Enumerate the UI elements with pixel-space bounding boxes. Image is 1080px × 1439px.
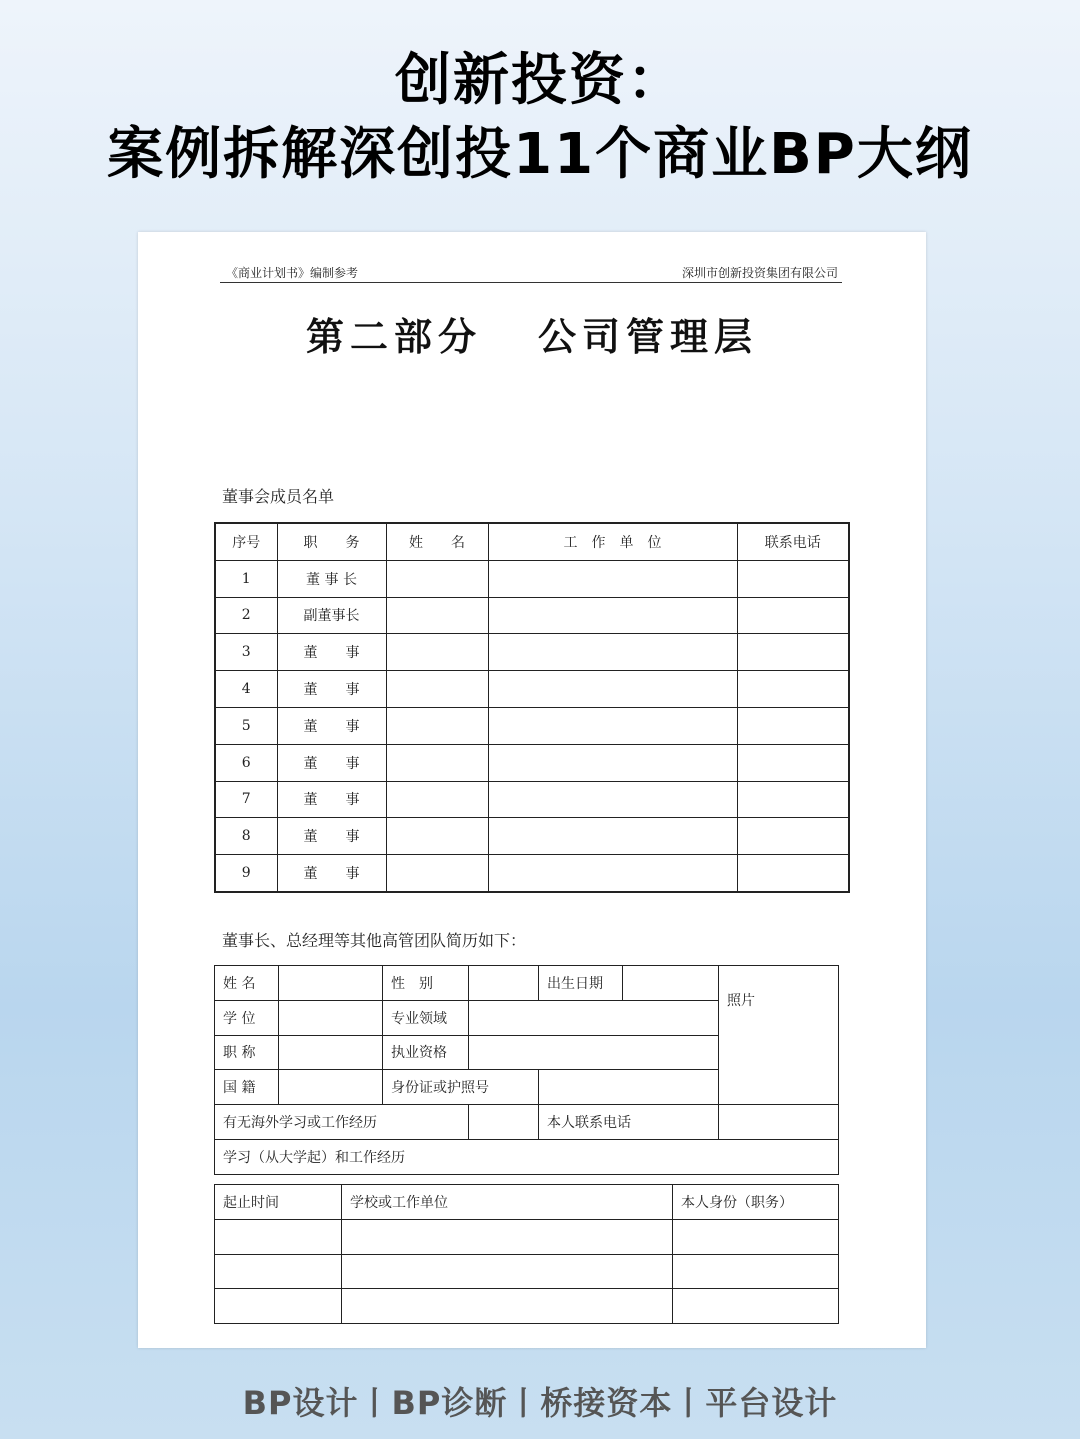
row-phone-cell xyxy=(737,560,849,597)
row-no: 6 xyxy=(215,744,277,781)
col-header-school: 学校或工作单位 xyxy=(342,1185,673,1220)
row-role: 董 事 xyxy=(277,707,386,744)
row-name-cell xyxy=(386,671,488,708)
page-title-line1: 创新投资： xyxy=(395,48,685,113)
label-degree: 学 位 xyxy=(215,1000,279,1035)
board-table xyxy=(214,522,850,893)
form-row-overseas xyxy=(215,1105,839,1140)
row-phone-cell xyxy=(737,744,849,781)
cell xyxy=(342,1219,673,1254)
label-history: 学习（从大学起）和工作经历 xyxy=(215,1139,839,1174)
label-phone: 本人联系电话 xyxy=(539,1105,719,1140)
col-header-position: 本人身份（职务） xyxy=(673,1185,839,1220)
row-role: 董 事 xyxy=(277,818,386,855)
form-row-history xyxy=(215,1139,839,1174)
label-qualification: 执业资格 xyxy=(383,1035,469,1070)
row-name-cell xyxy=(386,634,488,671)
table-row xyxy=(215,855,849,892)
table-row xyxy=(215,818,849,855)
row-employer-cell xyxy=(488,744,737,781)
col-header-period: 起止时间 xyxy=(215,1185,342,1220)
page-title-line2: 案例拆解深创投11个商业BP大纲 xyxy=(107,122,973,187)
label-nationality: 国 籍 xyxy=(215,1070,279,1105)
row-employer-cell xyxy=(488,671,737,708)
row-employer-cell xyxy=(488,855,737,892)
cell xyxy=(673,1219,839,1254)
label-name: 姓 名 xyxy=(215,966,279,1001)
row-role: 董 事 xyxy=(277,671,386,708)
field-gender xyxy=(469,966,539,1001)
header-divider xyxy=(220,282,842,283)
col-header-name: 姓 名 xyxy=(386,523,488,560)
row-name-cell xyxy=(386,855,488,892)
label-title: 职 称 xyxy=(215,1035,279,1070)
cell xyxy=(342,1254,673,1289)
footer-slogan: BP设计丨BP诊断丨桥接资本丨平台设计 xyxy=(242,1384,838,1422)
row-phone-cell xyxy=(737,597,849,634)
table-row xyxy=(215,560,849,597)
photo-box: 照片 xyxy=(719,966,839,1105)
board-table-header xyxy=(215,523,849,560)
table-row xyxy=(215,1254,839,1289)
table-row xyxy=(215,634,849,671)
history-table xyxy=(214,1184,839,1324)
field-nationality xyxy=(279,1070,383,1105)
cell xyxy=(215,1289,342,1324)
field-birth xyxy=(623,966,719,1001)
label-gender: 性 别 xyxy=(383,966,469,1001)
col-header-role: 职 务 xyxy=(277,523,386,560)
cell xyxy=(673,1254,839,1289)
doc-header-right: 深圳市创新投资集团有限公司 xyxy=(681,266,838,280)
board-caption: 董事会成员名单 xyxy=(222,487,335,506)
cell xyxy=(673,1289,839,1324)
field-overseas xyxy=(469,1105,539,1140)
table-row xyxy=(215,1219,839,1254)
cell xyxy=(215,1254,342,1289)
row-employer-cell xyxy=(488,818,737,855)
table-row xyxy=(215,1289,839,1324)
label-birth: 出生日期 xyxy=(539,966,623,1001)
section-title: 公司管理层 xyxy=(538,314,759,359)
row-phone-cell xyxy=(737,855,849,892)
label-id-number: 身份证或护照号 xyxy=(383,1070,539,1105)
row-no: 1 xyxy=(215,560,277,597)
row-phone-cell xyxy=(737,818,849,855)
row-name-cell xyxy=(386,818,488,855)
row-role: 董 事 xyxy=(277,634,386,671)
col-header-phone: 联系电话 xyxy=(737,523,849,560)
row-role: 董 事 xyxy=(277,744,386,781)
resume-form xyxy=(214,965,839,1175)
row-no: 9 xyxy=(215,855,277,892)
field-major xyxy=(469,1000,719,1035)
table-row xyxy=(215,597,849,634)
row-no: 8 xyxy=(215,818,277,855)
form-row-name xyxy=(215,966,839,1001)
row-employer-cell xyxy=(488,634,737,671)
document-page xyxy=(138,232,926,1348)
row-no: 4 xyxy=(215,671,277,708)
row-name-cell xyxy=(386,744,488,781)
row-phone-cell xyxy=(737,671,849,708)
field-degree xyxy=(279,1000,383,1035)
row-role: 董 事 长 xyxy=(277,560,386,597)
row-phone-cell xyxy=(737,707,849,744)
cell xyxy=(342,1289,673,1324)
row-name-cell xyxy=(386,597,488,634)
field-phone xyxy=(719,1105,839,1140)
row-phone-cell xyxy=(737,634,849,671)
doc-header-left: 《商业计划书》编制参考 xyxy=(226,266,359,280)
table-row xyxy=(215,707,849,744)
row-role: 董 事 xyxy=(277,781,386,818)
col-header-no: 序号 xyxy=(215,523,277,560)
field-id-number xyxy=(539,1070,719,1105)
label-major: 专业领域 xyxy=(383,1000,469,1035)
resume-caption: 董事长、总经理等其他高管团队简历如下： xyxy=(222,931,527,950)
row-employer-cell xyxy=(488,597,737,634)
row-employer-cell xyxy=(488,781,737,818)
row-employer-cell xyxy=(488,707,737,744)
row-no: 3 xyxy=(215,634,277,671)
field-title xyxy=(279,1035,383,1070)
row-name-cell xyxy=(386,560,488,597)
row-name-cell xyxy=(386,781,488,818)
label-overseas: 有无海外学习或工作经历 xyxy=(215,1105,469,1140)
row-no: 5 xyxy=(215,707,277,744)
row-role: 副董事长 xyxy=(277,597,386,634)
row-name-cell xyxy=(386,707,488,744)
table-row xyxy=(215,744,849,781)
cell xyxy=(215,1219,342,1254)
section-heading xyxy=(138,306,926,361)
field-name xyxy=(279,966,383,1001)
field-qualification xyxy=(469,1035,719,1070)
row-no: 7 xyxy=(215,781,277,818)
table-row xyxy=(215,671,849,708)
row-phone-cell xyxy=(737,781,849,818)
row-employer-cell xyxy=(488,560,737,597)
row-no: 2 xyxy=(215,597,277,634)
row-role: 董 事 xyxy=(277,855,386,892)
section-part: 第二部分 xyxy=(305,314,482,359)
table-row xyxy=(215,781,849,818)
history-header xyxy=(215,1185,839,1220)
col-header-employer: 工 作 单 位 xyxy=(488,523,737,560)
